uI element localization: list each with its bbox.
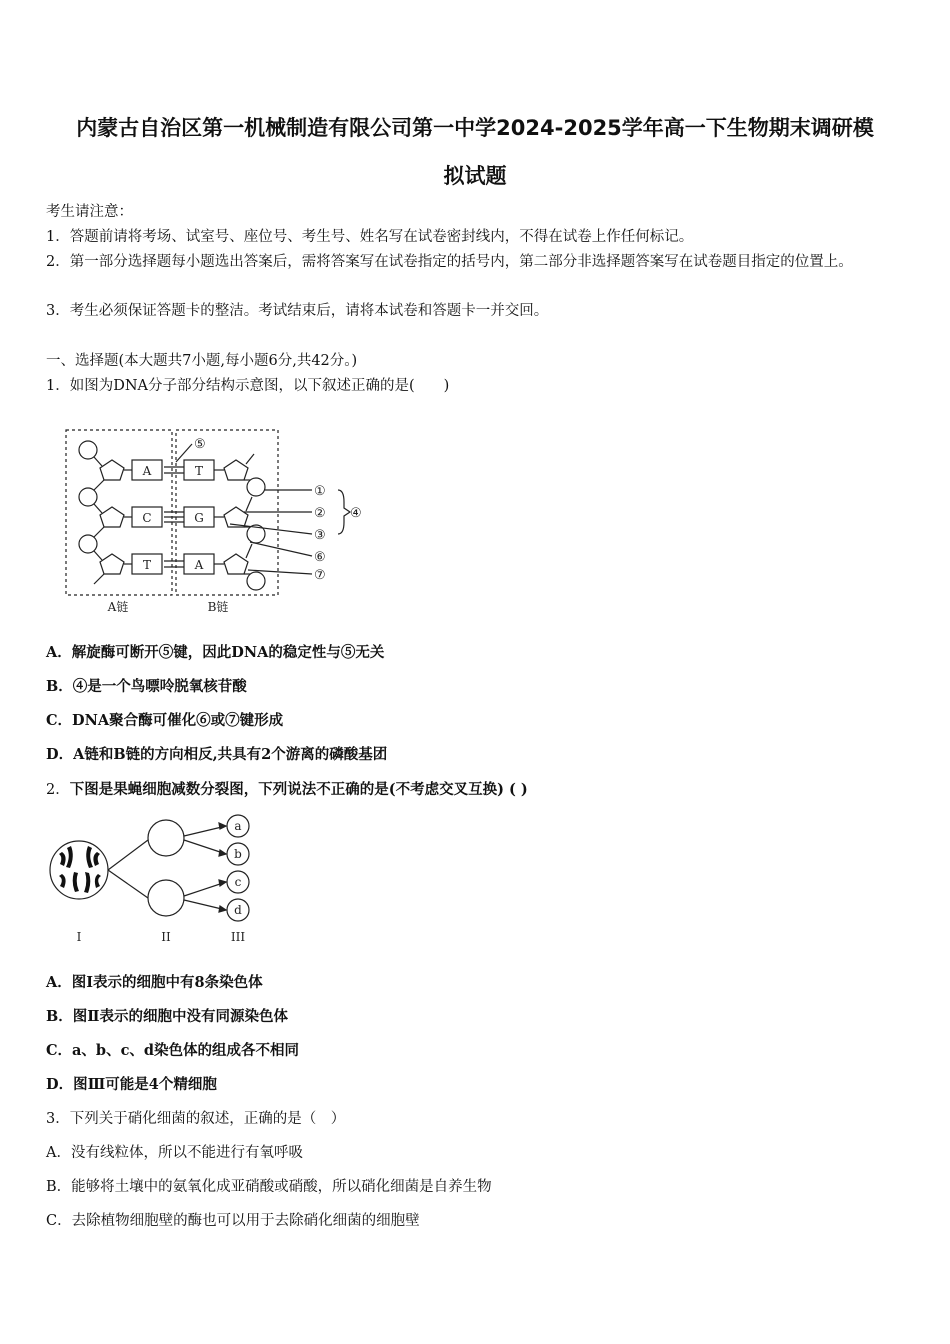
marker-7: ⑦	[314, 568, 326, 583]
notice-item-1: 1．答题前请将考场、试室号、座位号、考生号、姓名写在试卷密封线内，不得在试卷上作任何标记。	[46, 229, 694, 245]
marker-2: ②	[314, 506, 326, 521]
q3-option-a: A．没有线粒体，所以不能进行有氧呼吸	[46, 1145, 303, 1161]
deoxyribose-pentagon	[224, 554, 248, 574]
cell-label-b: b	[234, 847, 242, 861]
marker-4: ④	[350, 506, 362, 521]
deoxyribose-pentagon	[100, 460, 124, 480]
phosphate-circle	[79, 488, 97, 506]
cell-ii-top	[148, 820, 184, 856]
a-chain-box	[66, 430, 172, 595]
question-2	[46, 779, 906, 801]
notice-item-2: 2．第一部分选择题每小题选出答案后，需将答案写在试卷指定的括号内，第二部分非选择题答案写在试卷题目指定的位置上。	[46, 254, 853, 270]
base-label: G	[194, 511, 204, 525]
notice-heading: 考生请注意：	[46, 204, 133, 220]
q1-option-b: B．④是一个鸟嘌呤脱氧核苷酸	[46, 678, 247, 695]
question-1	[46, 375, 906, 397]
phosphate-circle	[247, 478, 265, 496]
cell-label-a: a	[234, 819, 242, 833]
q1-option-a: A．解旋酶可断开⑤键，因此DNA的稳定性与⑤无关	[46, 644, 385, 661]
chain-label-a: A链	[107, 600, 129, 614]
q2-option-c: C．a、b、c、d染色体的组成各不相同	[46, 1042, 300, 1059]
phosphate-circle	[79, 535, 97, 553]
deoxyribose-pentagon	[224, 507, 248, 527]
q2-option-b: B．图Ⅱ表示的细胞中没有同源染色体	[46, 1008, 288, 1025]
question-number: 2．	[46, 782, 70, 798]
q3-option-b: B．能够将土壤中的氨氧化成亚硝酸或硝酸，所以硝化细菌是自养生物	[46, 1179, 492, 1195]
chromosomes	[59, 846, 101, 893]
q2-option-d: D．图Ⅲ可能是4个精细胞	[46, 1076, 217, 1093]
q1-option-d: D．A链和B链的方向相反,共具有2个游离的磷酸基团	[46, 746, 388, 763]
cell-ii-bottom	[148, 880, 184, 916]
dna-structure-figure	[60, 424, 370, 619]
stage-label-iii: III	[230, 930, 246, 944]
base-label: T	[194, 464, 204, 478]
q1-option-c: C．DNA聚合酶可催化⑥或⑦键形成	[46, 712, 284, 729]
exam-title-line-2: 拟试题	[443, 164, 507, 188]
cell-label-c: c	[234, 875, 242, 889]
exam-title-line-1: 内蒙古自治区第一机械制造有限公司第一中学2024-2025学年高一下生物期末调研模	[76, 116, 874, 140]
cell-i	[50, 841, 108, 899]
section-heading: 一、选择题(本大题共7小题,每小题6分,共42分。)	[46, 353, 358, 369]
question-stem: 下图是果蝇细胞减数分裂图，下列说法不正确的是(不考虑交叉互换) ( )	[69, 781, 528, 798]
deoxyribose-pentagon	[100, 507, 124, 527]
question-stem: 下列关于硝化细菌的叙述，正确的是（ ）	[69, 1111, 346, 1127]
cell-label-d: d	[234, 903, 242, 917]
question-number: 3．	[46, 1111, 70, 1127]
stage-label-ii: II	[161, 930, 171, 944]
notice-item-3: 3．考生必须保证答题卡的整洁。考试结束后，请将本试卷和答题卡一并交回。	[46, 303, 549, 319]
meiosis-figure	[44, 812, 264, 947]
base-label: T	[142, 558, 152, 572]
base-label: C	[142, 511, 152, 525]
chain-label-b: B链	[207, 600, 229, 614]
marker-5: ⑤	[194, 437, 206, 452]
phosphate-circle	[79, 441, 97, 459]
deoxyribose-pentagon	[224, 460, 248, 480]
question-stem: 如图为DNA分子部分结构示意图，以下叙述正确的是( )	[69, 378, 450, 394]
marker-6: ⑥	[314, 550, 326, 565]
base-label: A	[194, 558, 204, 572]
question-number: 1．	[46, 378, 70, 394]
marker-3: ③	[314, 528, 326, 543]
q3-option-c: C．去除植物细胞壁的酶也可以用于去除硝化细菌的细胞壁	[46, 1213, 420, 1229]
q2-option-a: A．图Ⅰ表示的细胞中有8条染色体	[46, 974, 263, 991]
base-label: A	[142, 464, 152, 478]
marker-1: ①	[314, 484, 326, 499]
question-3	[46, 1108, 906, 1130]
stage-label-i: I	[76, 930, 82, 944]
phosphate-circle	[247, 572, 265, 590]
deoxyribose-pentagon	[100, 554, 124, 574]
